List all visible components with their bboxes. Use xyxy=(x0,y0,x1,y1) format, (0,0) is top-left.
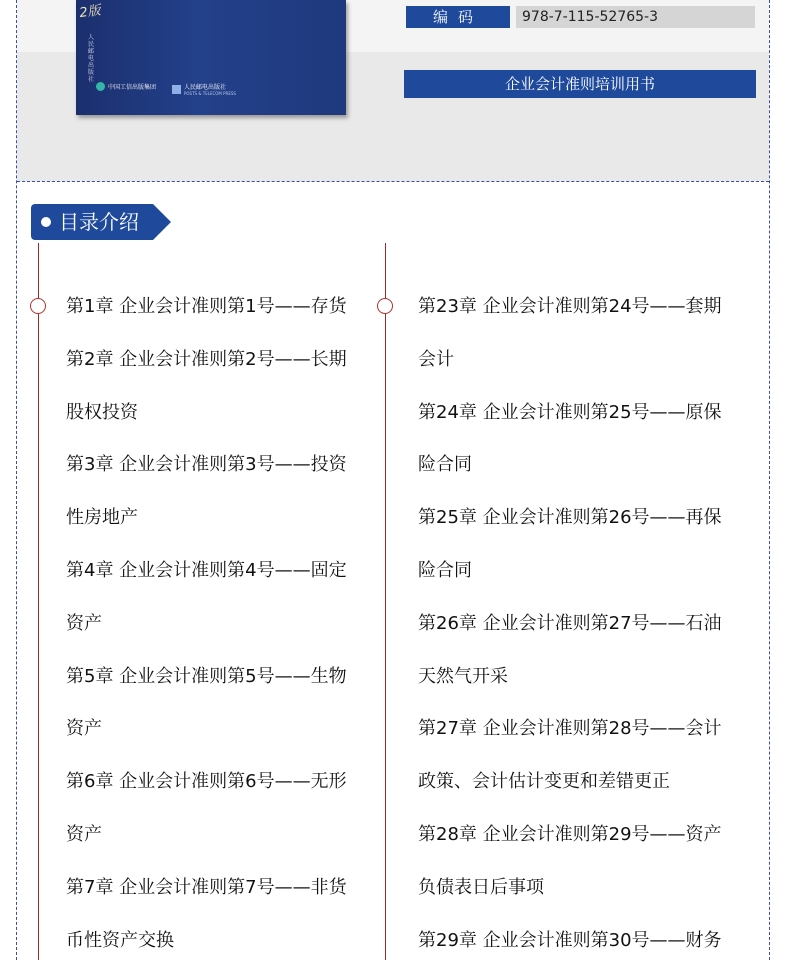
toc-line: 股权投资 xyxy=(66,401,138,423)
toc-line: 第7章 企业会计准则第7号——非货 xyxy=(66,876,347,898)
toc-line: 第2章 企业会计准则第2号——长期 xyxy=(66,348,347,370)
toc-line: 天然气开采 xyxy=(418,665,508,687)
toc-line: 性房地产 xyxy=(66,507,138,529)
isbn-row xyxy=(406,6,755,28)
toc-line: 险合同 xyxy=(418,454,472,476)
toc-line: 第25章 企业会计准则第26号——再保 xyxy=(418,507,722,529)
toc-title: 目录介绍 xyxy=(59,210,139,234)
toc-line: 政策、会计估计变更和差错更正 xyxy=(418,771,670,793)
press-logo-text: 人民邮电出版社 xyxy=(184,84,227,91)
isbn-label: 编码 xyxy=(406,6,510,28)
book-spine-publisher: 人民邮电出版社 xyxy=(88,34,95,83)
group-logo-text: 中国工信出版集团 xyxy=(108,84,157,91)
toc-line: 第1章 企业会计准则第1号——存货 xyxy=(66,296,347,317)
timeline-left xyxy=(38,243,39,960)
toc-right-column xyxy=(418,281,736,967)
group-logo-icon xyxy=(96,82,105,91)
toc-line: 第27章 企业会计准则第28号——会计 xyxy=(418,718,722,740)
toc-line: 第23章 企业会计准则第24号——套期 xyxy=(418,296,722,317)
usage-banner: 企业会计准则培训用书 xyxy=(404,70,756,98)
toc-line: 第5章 企业会计准则第5号——生物 xyxy=(66,665,347,687)
toc-section-tag xyxy=(31,204,153,240)
toc-line: 资产 xyxy=(66,718,102,740)
toc-line: 负债表日后事项 xyxy=(418,876,544,898)
book-cover-image xyxy=(76,0,346,115)
toc-line: 险合同 xyxy=(418,559,472,581)
toc-line: 第26章 企业会计准则第27号——石油 xyxy=(418,612,722,634)
toc-line: 第28章 企业会计准则第29号——资产 xyxy=(418,823,722,845)
toc-line: 第6章 企业会计准则第6号——无形 xyxy=(66,771,347,793)
publisher-group-logo xyxy=(96,82,156,91)
book-edition-text: 2版 xyxy=(78,3,102,22)
toc-line: 第29章 企业会计准则第30号——财务 xyxy=(418,929,722,951)
timeline-left-circle-icon xyxy=(30,298,46,314)
toc-line: 资产 xyxy=(66,612,102,634)
toc-line: 第3章 企业会计准则第3号——投资 xyxy=(66,454,347,476)
toc-line: 第24章 企业会计准则第25号——原保 xyxy=(418,401,722,423)
press-logo xyxy=(172,82,236,96)
toc-line: 币性资产交换 xyxy=(66,929,174,951)
timeline-right-circle-icon xyxy=(377,298,393,314)
toc-left-column xyxy=(66,281,366,967)
timeline-right xyxy=(385,243,386,960)
bullet-dot-icon xyxy=(41,217,51,227)
toc-line: 会计 xyxy=(418,348,454,370)
toc-line: 资产 xyxy=(66,823,102,845)
isbn-value: 978-7-115-52765-3 xyxy=(516,6,755,28)
toc-line: 第4章 企业会计准则第4号——固定 xyxy=(66,559,347,581)
press-logo-subtext: POSTS & TELECOM PRESS xyxy=(184,91,236,96)
press-logo-icon xyxy=(172,85,181,94)
